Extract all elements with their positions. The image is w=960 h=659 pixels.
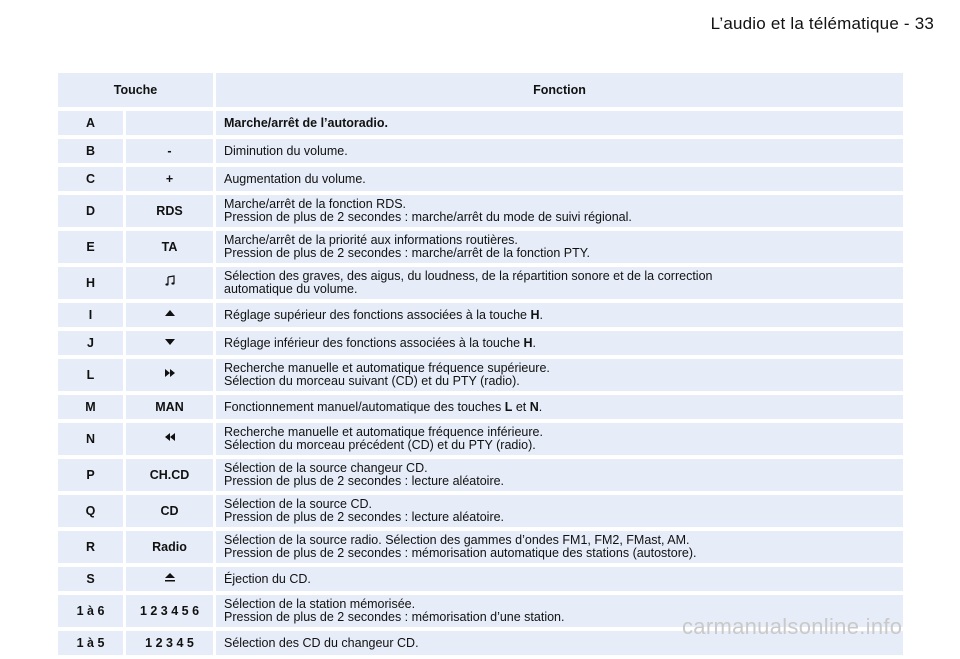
description-line: Sélection des graves, des aigus, du loudness, de la répartition sonore et de la correction — [224, 269, 713, 283]
table-row — [58, 495, 903, 527]
description-line: Pression de plus de 2 secondes : mémorisation automatique des stations (autostore). — [224, 546, 697, 560]
description-line: Sélection de la source radio. Sélection des gammes d’ondes FM1, FM2, FMast, AM. — [224, 533, 690, 547]
description-text: et — [512, 399, 530, 414]
table-row — [58, 359, 903, 391]
row-description — [216, 167, 903, 191]
table-row — [58, 267, 903, 299]
description-text: . — [539, 307, 543, 322]
row-key: B — [58, 139, 126, 163]
row-symbol — [126, 331, 216, 355]
description-line: Pression de plus de 2 secondes : lecture aléatoire. — [224, 474, 505, 488]
description-text: Réglage supérieur des fonctions associées à la touche — [224, 307, 531, 322]
description-text: . — [538, 399, 543, 414]
row-symbol: Radio — [126, 531, 216, 563]
row-key: H — [58, 267, 126, 299]
row-description — [216, 495, 903, 527]
row-symbol — [126, 267, 216, 299]
page-header: L’audio et la télématique - 33 — [710, 14, 934, 33]
description-line: Augmentation du volume. — [224, 171, 366, 186]
row-symbol: 1 2 3 4 5 — [126, 631, 216, 655]
arrow-up-icon — [164, 309, 176, 322]
row-symbol: MAN — [126, 395, 216, 419]
row-key: A — [58, 111, 126, 135]
row-description — [216, 139, 903, 163]
row-key: S — [58, 567, 126, 591]
description-line: Pression de plus de 2 secondes : marche/arrêt du mode de suivi régional. — [224, 210, 632, 224]
row-key: C — [58, 167, 126, 191]
description-line: automatique du volume. — [224, 282, 358, 296]
row-symbol — [126, 111, 216, 135]
row-description — [216, 303, 903, 327]
description-line: Marche/arrêt de la priorité aux informations routières. — [224, 233, 518, 247]
description-text: Fonctionnement manuel/automatique des touches — [224, 399, 505, 414]
row-key: 1 à 6 — [58, 595, 126, 627]
table-row — [58, 331, 903, 355]
eject-icon — [163, 572, 177, 587]
row-symbol: CH.CD — [126, 459, 216, 491]
row-key: N — [58, 423, 126, 455]
row-key: Q — [58, 495, 126, 527]
row-key: D — [58, 195, 126, 227]
table-row — [58, 395, 903, 419]
row-symbol: - — [126, 139, 216, 163]
table-row — [58, 231, 903, 263]
table-row — [58, 139, 903, 163]
description-line: Recherche manuelle et automatique fréquence supérieure. — [224, 361, 550, 375]
description-line: Sélection du morceau suivant (CD) et du PTY (radio). — [224, 374, 520, 388]
description-text: Réglage inférieur des fonctions associées à la touche — [224, 335, 524, 350]
row-key: E — [58, 231, 126, 263]
row-description — [216, 231, 903, 263]
description-line: Sélection de la source changeur CD. — [224, 461, 428, 475]
row-key: R — [58, 531, 126, 563]
description-text: . — [532, 335, 537, 350]
description-line — [224, 337, 895, 350]
table-row — [58, 167, 903, 191]
description-line — [224, 401, 895, 414]
row-symbol — [126, 567, 216, 591]
table-row — [58, 303, 903, 327]
row-symbol: + — [126, 167, 216, 191]
row-description — [216, 531, 903, 563]
arrow-down-icon — [164, 337, 176, 350]
fast-forward-icon — [164, 368, 176, 382]
description-line: Pression de plus de 2 secondes : mémorisation d’une station. — [224, 610, 565, 624]
description-line: Sélection des CD du changeur CD. — [224, 635, 419, 650]
watermark: carmanualsonline.info — [682, 614, 903, 639]
music-note-icon — [164, 275, 176, 291]
description-key-ref: N — [529, 399, 539, 414]
row-key: J — [58, 331, 126, 355]
description-line: Marche/arrêt de l’autoradio. — [224, 115, 388, 130]
row-symbol: TA — [126, 231, 216, 263]
description-line: Sélection de la source CD. — [224, 497, 372, 511]
description-line: Sélection de la station mémorisée. — [224, 597, 416, 611]
row-key: M — [58, 395, 126, 419]
table-row — [58, 111, 903, 135]
function-table — [58, 69, 903, 659]
table-header-row — [58, 73, 903, 107]
row-description — [216, 195, 903, 227]
row-key: 1 à 5 — [58, 631, 126, 655]
description-line: Pression de plus de 2 secondes : lecture aléatoire. — [224, 510, 505, 524]
table-row — [58, 567, 903, 591]
row-description — [216, 331, 903, 355]
description-line — [224, 309, 895, 322]
table-row — [58, 423, 903, 455]
row-description — [216, 267, 903, 299]
row-key: P — [58, 459, 126, 491]
header-fonction: Fonction — [216, 73, 903, 107]
rewind-icon — [164, 432, 176, 446]
row-symbol — [126, 303, 216, 327]
row-description — [216, 567, 903, 591]
row-description — [216, 395, 903, 419]
row-description — [216, 459, 903, 491]
row-description — [216, 423, 903, 455]
row-key: I — [58, 303, 126, 327]
table-row — [58, 459, 903, 491]
description-line: Pression de plus de 2 secondes : marche/arrêt de la fonction PTY. — [224, 246, 590, 260]
row-symbol — [126, 359, 216, 391]
description-line: Marche/arrêt de la fonction RDS. — [224, 197, 407, 211]
row-description — [216, 111, 903, 135]
description-key-ref: H — [523, 335, 533, 350]
row-symbol: 1 2 3 4 5 6 — [126, 595, 216, 627]
table-row — [58, 531, 903, 563]
row-description — [216, 359, 903, 391]
table-row — [58, 195, 903, 227]
row-symbol — [126, 423, 216, 455]
header-touche: Touche — [58, 73, 216, 107]
description-key-ref: H — [530, 307, 540, 322]
row-key: L — [58, 359, 126, 391]
description-line: Éjection du CD. — [224, 571, 311, 586]
description-line: Sélection du morceau précédent (CD) et du PTY (radio). — [224, 438, 536, 452]
row-symbol: CD — [126, 495, 216, 527]
description-line: Recherche manuelle et automatique fréquence inférieure. — [224, 425, 543, 439]
description-key-ref: L — [504, 399, 513, 414]
description-line: Diminution du volume. — [224, 143, 348, 158]
row-symbol: RDS — [126, 195, 216, 227]
